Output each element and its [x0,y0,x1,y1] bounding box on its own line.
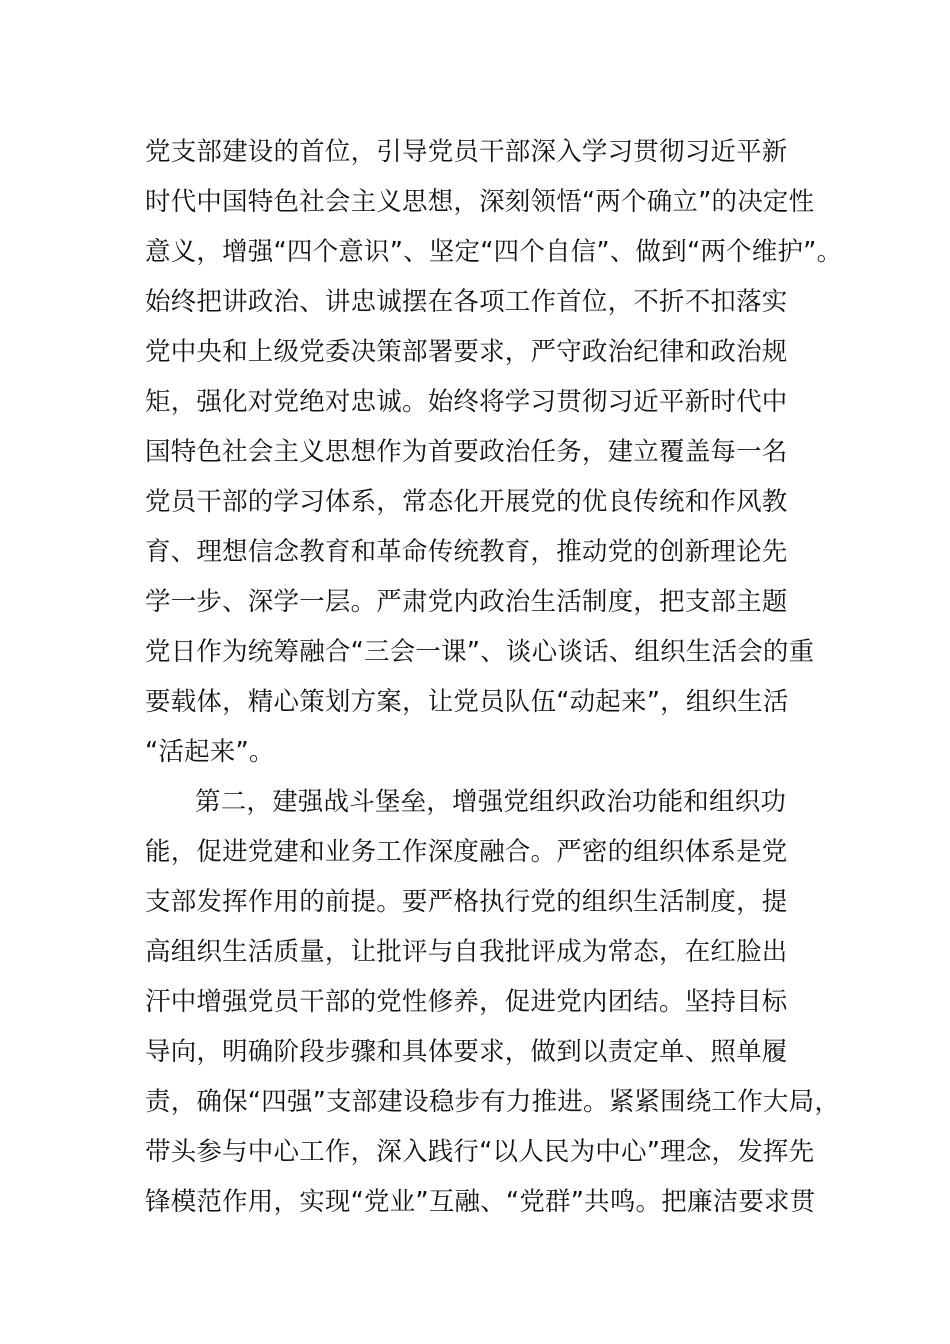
text-line: 国特色社会主义思想作为首要政治任务，建立覆盖每一名 [145,437,788,467]
text-line: 支部发挥作用的前提。要严格执行党的组织生活制度，提 [145,887,788,917]
text-line: 带头参与中心工作，深入践行“以人民为中心”理念，发挥先 [145,1137,815,1167]
text-line: 能，促进党建和业务工作深度融合。严密的组织体系是党 [145,837,788,867]
text-line: 汗中增强党员干部的党性修养，促进党内团结。坚持目标 [145,987,788,1017]
text-line: 党员干部的学习体系，常态化开展党的优良传统和作风教 [145,487,788,517]
text-line: 锋模范作用，实现“党业”互融、“党群”共鸣。把廉洁要求贯 [145,1187,816,1217]
text-line: 责，确保“四强”支部建设稳步有力推进。紧紧围绕工作大局， [145,1087,841,1117]
document-body [145,127,845,1227]
text-line: 导向，明确阶段步骤和具体要求，做到以责定单、照单履 [145,1037,788,1067]
text-line: 意义，增强“四个意识”、坚定“四个自信”、做到“两个维护”。 [145,237,843,267]
text-line: 高组织生活质量，让批评与自我批评成为常态，在红脸出 [145,937,788,967]
text-line: 党支部建设的首位，引导党员干部深入学习贯彻习近平新 [145,137,788,167]
text-line: 时代中国特色社会主义思想，深刻领悟“两个确立”的决定性 [145,187,815,217]
text-line: 学一步、深学一层。严肃党内政治生活制度，把支部主题 [145,587,788,617]
text-line: 始终把讲政治、讲忠诚摆在各项工作首位，不折不扣落实 [145,287,788,317]
text-line: 要载体，精心策划方案，让党员队伍“动起来”，组织生活 [145,687,789,717]
text-line: 育、理想信念教育和革命传统教育，推动党的创新理论先 [145,537,788,567]
text-line: 党中央和上级党委决策部署要求，严守政治纪律和政治规 [145,337,788,367]
text-line: 党日作为统筹融合“三会一课”、谈心谈话、组织生活会的重 [145,637,815,667]
text-line: “活起来”。 [145,737,275,767]
paragraph-start-line: 第二，建强战斗堡垒，增强党组织政治功能和组织功 [195,787,787,817]
text-line: 矩，强化对党绝对忠诚。始终将学习贯彻习近平新时代中 [145,387,788,417]
